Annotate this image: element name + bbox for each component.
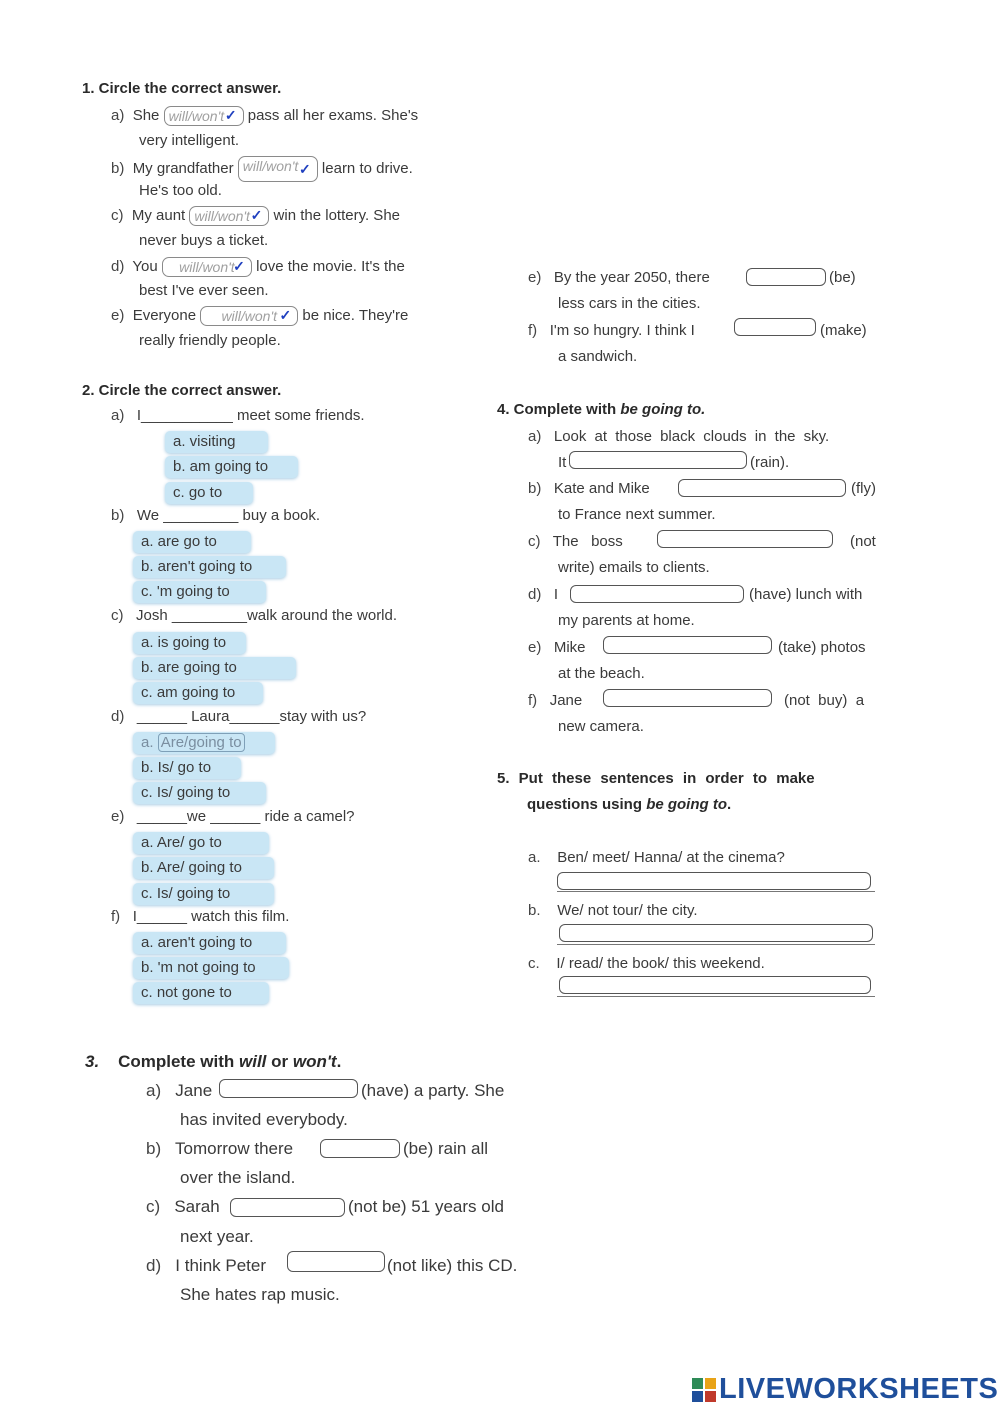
liveworksheets-brand[interactable]: LIVEWORKSHEETS <box>719 1373 999 1405</box>
s1-item-c-line2: never buys a ticket. <box>139 232 269 249</box>
line2: my parents at home. <box>558 612 695 629</box>
sentence-end: pass all her exams. She's <box>247 106 419 124</box>
item-letter: c) <box>146 1197 161 1216</box>
line2: next year. <box>180 1227 254 1246</box>
s2-item-e <box>111 808 355 825</box>
item-letter: b) <box>146 1139 162 1158</box>
question-text: We _________ buy a book. <box>136 507 321 524</box>
hint: (not like) this CD. <box>387 1256 518 1275</box>
option-a[interactable]: a. are go to <box>133 531 251 553</box>
section4-title: 4. Complete with be going to. <box>497 401 706 418</box>
s1-item-b <box>111 156 413 182</box>
prefix: Kate and Mike <box>553 480 650 497</box>
blank-input[interactable] <box>570 585 744 603</box>
check-icon: ✓ <box>224 107 237 123</box>
question-text: ______we ______ ride a camel? <box>136 808 355 825</box>
section2-title: 2. Circle the correct answer. <box>82 382 282 399</box>
prefix: I think Peter <box>175 1256 267 1275</box>
line2: at the beach. <box>558 665 645 682</box>
s5-item-a <box>528 849 785 866</box>
sentence-line: Look at those black clouds in the sky. <box>553 428 830 445</box>
s1r-item-e <box>528 269 710 286</box>
sentence-start: My aunt <box>131 206 186 224</box>
hint: (be) rain all <box>403 1139 489 1158</box>
scrambled-sentence: I/ read/ the book/ this weekend. <box>556 955 765 972</box>
section5-title: 5. Put these sentences in order to make <box>497 770 815 787</box>
line2: new camera. <box>558 718 644 735</box>
line2: to France next summer. <box>558 506 716 523</box>
hint: (fly) <box>851 480 876 497</box>
s1r-item-e-line2: less cars in the cities. <box>558 295 701 312</box>
scrambled-sentence: Ben/ meet/ Hanna/ at the cinema? <box>557 849 785 866</box>
item-letter: e) <box>111 306 125 324</box>
item-letter: a) <box>111 407 125 424</box>
s2-item-f <box>111 908 289 925</box>
answer-input[interactable] <box>559 924 873 942</box>
hint: (not be) 51 years old <box>348 1197 504 1216</box>
prefix: Tomorrow there <box>175 1139 294 1158</box>
section3-title: 3. Complete with will or won't. <box>85 1052 342 1071</box>
sentence-start: You <box>132 257 158 275</box>
sentence-start: Everyone <box>132 306 197 324</box>
s4-item-a <box>528 428 829 445</box>
hint: (have) a party. She <box>361 1081 505 1100</box>
blank-input[interactable] <box>678 479 846 497</box>
blank-input[interactable] <box>230 1198 345 1217</box>
item-letter: a) <box>146 1081 162 1100</box>
blank-input[interactable] <box>657 530 833 548</box>
will-wont-choice[interactable]: will/won't ✓ <box>238 156 318 182</box>
blank-input[interactable] <box>746 268 826 286</box>
blank-input[interactable] <box>603 689 772 707</box>
check-icon: ✓ <box>299 161 311 177</box>
line2: over the island. <box>180 1168 296 1187</box>
answer-input[interactable] <box>557 872 871 890</box>
hint: (make) <box>820 322 867 339</box>
section1-title: 1. Circle the correct answer. <box>82 80 282 97</box>
check-icon: ✓ <box>233 258 245 274</box>
answer-underline <box>557 891 875 892</box>
item-letter: b) <box>111 507 125 524</box>
answer-underline <box>557 944 875 945</box>
item-letter: f) <box>111 908 121 925</box>
item-letter: b. <box>528 902 541 919</box>
s3-item-d <box>146 1256 266 1276</box>
item-letter: d) <box>111 257 125 275</box>
sentence-end: win the lottery. She <box>273 206 400 224</box>
sentence-start: My grandfather <box>132 159 234 177</box>
will-wont-choice[interactable]: will/won't ✓ <box>189 206 269 226</box>
question-text: I______ watch this film. <box>132 908 290 925</box>
sentence-end: learn to drive. <box>321 159 413 177</box>
line2: has invited everybody. <box>180 1110 348 1129</box>
s2-item-c <box>111 607 397 624</box>
option-b[interactable]: b. Is/ go to <box>133 757 241 779</box>
option-c[interactable]: c. Is/ going to <box>133 782 266 804</box>
scrambled-sentence: We/ not tour/ the city. <box>557 902 698 919</box>
item-letter: d) <box>146 1256 162 1275</box>
option-c[interactable]: c. am going to <box>133 682 263 704</box>
prefix: Jane <box>175 1081 213 1100</box>
hint: (not buy) a <box>784 692 865 709</box>
s1r-item-f <box>528 322 695 339</box>
item-letter: e) <box>528 269 542 286</box>
s4-item-b <box>528 480 650 497</box>
section5-title-line2: questions using be going to. <box>527 796 732 813</box>
s1-item-a <box>111 106 418 126</box>
option-letter: a. <box>141 734 154 751</box>
hint: (rain). <box>750 454 790 471</box>
item-letter: e) <box>528 639 542 656</box>
s2-item-d <box>111 708 366 725</box>
check-icon: ✓ <box>250 207 263 223</box>
item-letter: c. <box>528 955 540 972</box>
option-c[interactable]: c. not gone to <box>133 982 269 1004</box>
sentence-start: By the year 2050, there <box>553 269 710 286</box>
option-b[interactable]: b. aren't going to <box>133 556 286 578</box>
answer-input[interactable] <box>559 976 871 994</box>
blank-input[interactable] <box>219 1079 358 1098</box>
blank-input[interactable] <box>569 451 747 469</box>
prefix: I <box>553 586 559 603</box>
prefix: Mike <box>553 639 586 656</box>
option-a[interactable]: a. Are/ go to <box>133 832 269 854</box>
question-text: I___________ meet some friends. <box>136 407 365 424</box>
s1-item-e <box>111 306 408 326</box>
option-b[interactable]: b. are going to <box>133 657 296 679</box>
prefix: Sarah <box>174 1197 220 1216</box>
sentence-end: love the movie. It's the <box>256 257 405 275</box>
question-text: ______ Laura______stay with us? <box>136 708 367 725</box>
prefix: It <box>558 454 567 471</box>
hint: (have) lunch with <box>749 586 863 603</box>
item-letter: a) <box>111 106 125 124</box>
sentence-end: be nice. They're <box>302 306 409 324</box>
option-c[interactable]: c. go to <box>165 482 253 504</box>
option-c[interactable]: c. Is/ going to <box>133 883 274 905</box>
s4-item-d <box>528 586 558 603</box>
sentence-start: She <box>132 106 160 124</box>
sentence-start: I'm so hungry. I think I <box>549 322 695 339</box>
check-icon: ✓ <box>279 307 292 323</box>
s1-item-a-line2: very intelligent. <box>139 132 240 149</box>
s1-item-d <box>111 257 405 277</box>
item-letter: f) <box>528 692 538 709</box>
item-letter: e) <box>111 808 125 825</box>
item-letter: a) <box>528 428 542 445</box>
s2-item-a <box>111 407 365 424</box>
question-text: Josh _________walk around the world. <box>136 607 398 624</box>
s1-item-c <box>111 206 400 226</box>
selected-answer: Are/going to <box>158 733 245 752</box>
s1-item-e-line2: really friendly people. <box>139 332 281 349</box>
item-letter: d) <box>528 586 542 603</box>
s4-item-c <box>528 533 623 550</box>
option-c[interactable]: c. 'm going to <box>133 581 266 603</box>
option-a[interactable]: a. visiting <box>165 431 268 453</box>
option-b[interactable]: b. 'm not going to <box>133 957 289 979</box>
item-letter: f) <box>528 322 538 339</box>
s1-item-d-line2: best I've ever seen. <box>139 282 269 299</box>
s3-item-b <box>146 1139 293 1159</box>
hint: (be) <box>829 269 856 286</box>
hint: (take) photos <box>778 639 866 656</box>
s1-item-b-line2: He's too old. <box>139 182 222 199</box>
will-wont-choice[interactable]: will/won't ✓ <box>200 306 298 326</box>
item-letter: b) <box>528 480 542 497</box>
will-wont-choice[interactable]: will/won't ✓ <box>162 257 252 277</box>
prefix: The boss <box>552 533 623 550</box>
s4-item-e <box>528 639 586 656</box>
item-letter: d) <box>111 708 125 725</box>
item-letter: c) <box>528 533 541 550</box>
answer-underline <box>557 996 875 997</box>
option-a[interactable]: a. is going to <box>133 632 246 654</box>
prefix: Jane <box>549 692 583 709</box>
liveworksheets-logo-icon <box>692 1378 716 1402</box>
blank-input[interactable] <box>320 1139 400 1158</box>
hint: (not <box>850 533 876 550</box>
s2-item-b <box>111 507 320 524</box>
option-a[interactable]: a. aren't going to <box>133 932 286 954</box>
s5-item-c <box>528 955 765 972</box>
line2: She hates rap music. <box>180 1285 340 1304</box>
item-letter: a. <box>528 849 541 866</box>
s4-item-f <box>528 692 582 709</box>
blank-input[interactable] <box>734 318 816 336</box>
line2: write) emails to clients. <box>558 559 710 576</box>
option-b[interactable]: b. Are/ going to <box>133 857 274 879</box>
option-a-selected[interactable] <box>133 732 275 754</box>
s3-item-a <box>146 1081 212 1101</box>
option-b[interactable]: b. am going to <box>165 456 298 478</box>
item-letter: c) <box>111 206 124 224</box>
blank-input[interactable] <box>603 636 772 654</box>
item-letter: b) <box>111 159 125 177</box>
s3-item-c <box>146 1197 220 1217</box>
s1r-item-f-line2: a sandwich. <box>558 348 638 365</box>
blank-input[interactable] <box>287 1251 385 1272</box>
s5-item-b <box>528 902 698 919</box>
will-wont-choice[interactable]: will/won't ✓ <box>164 106 244 126</box>
item-letter: c) <box>111 607 124 624</box>
